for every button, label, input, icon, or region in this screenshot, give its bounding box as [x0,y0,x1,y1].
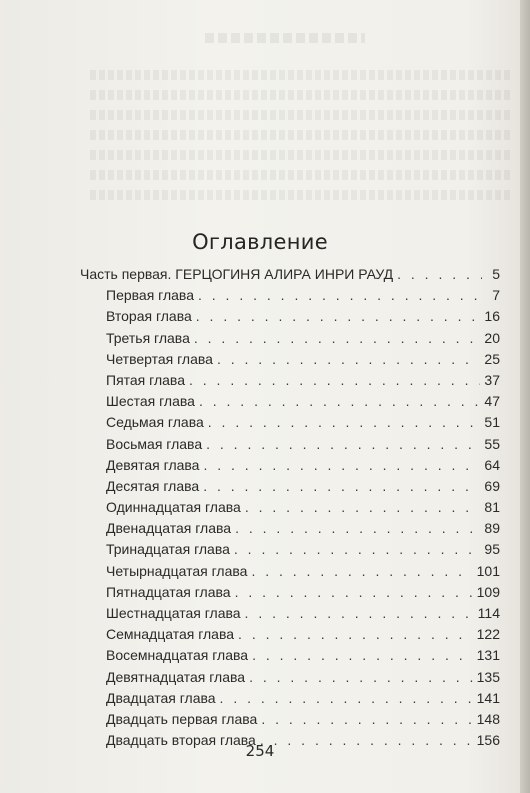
show-through-text [90,130,510,140]
toc-entry-label: Часть первая. ГЕРЦОГИНЯ АЛИРА ИНРИ РАУД [80,266,394,282]
toc-entry[interactable] [80,287,500,308]
toc-entry-label: Шестая глава [106,393,195,410]
toc-entry-page: 20 [484,329,500,346]
toc-entry[interactable] [80,436,500,457]
toc-entry[interactable] [80,330,500,351]
show-through-text [90,150,510,160]
toc-entry[interactable] [80,520,500,541]
dot-leader [203,457,480,473]
toc-entry[interactable] [80,690,500,711]
dot-leader [217,351,480,367]
toc-entry-page: 47 [484,393,500,410]
toc-entry-page: 148 [476,710,500,727]
toc-entry-label: Одиннадцатая глава [106,499,241,516]
page-edge [520,0,530,793]
toc-entry-page: 156 [476,732,500,749]
toc-entry-page: 7 [492,287,500,304]
table-of-contents [80,266,500,753]
show-through-header [205,33,365,43]
toc-entry-label: Седьмая глава [106,414,204,431]
toc-entry-page: 122 [476,626,500,643]
toc-entry[interactable] [80,647,500,668]
toc-entry-label: Третья глава [106,329,190,346]
dot-leader [235,584,473,600]
toc-entry-label: Четвертая глава [106,350,213,367]
toc-entry[interactable] [80,563,500,584]
toc-entry-part[interactable] [80,266,500,287]
toc-entry-page: 131 [476,647,500,664]
dot-leader [249,669,473,685]
toc-entry-label: Восьмая глава [106,435,203,452]
dot-leader [234,541,481,557]
dot-leader [238,626,473,642]
toc-entry[interactable] [80,626,500,647]
toc-entry-page: 69 [484,477,500,494]
toc-entry-label: Десятая глава [106,477,200,494]
toc-entry-page: 95 [484,541,500,558]
show-through-text [90,90,510,100]
toc-entry[interactable] [80,351,500,372]
dot-leader [196,308,481,324]
toc-entry-page: 141 [476,689,500,706]
toc-entry[interactable] [80,457,500,478]
dot-leader [235,520,480,536]
toc-entry-label: Шестнадцатая глава [106,605,241,621]
show-through-text [90,70,510,80]
dot-leader [261,711,472,727]
dot-leader [194,330,481,346]
page-number: 254 [245,742,275,760]
dot-leader [206,436,480,452]
toc-entry-label: Восемнадцатая глава [106,647,249,664]
toc-entry-label: Первая глава [106,287,194,304]
toc-entry-label: Семнадцатая глава [106,626,235,643]
toc-entry-page: 64 [484,456,500,473]
toc-entry[interactable] [80,414,500,435]
toc-entry-label: Девятнадцатая глава [106,668,246,685]
toc-entry-page: 16 [484,308,500,325]
dot-leader [397,266,482,282]
toc-entry-label: Пятая глава [106,371,185,388]
show-through-text [90,190,510,200]
toc-entry-label: Пятнадцатая глава [106,583,231,600]
toc-entry-label: Двадцатая глава [106,689,216,706]
toc-entry-label: Вторая глава [106,308,192,325]
toc-entry-label: Двадцать вторая глава [106,732,256,749]
toc-entry-label: Двадцать первая глава [106,710,258,727]
dot-leader [203,478,480,494]
toc-entry-label: Девятая глава [106,456,200,473]
toc-entry-label: Двенадцатая глава [106,520,232,537]
toc-entry[interactable] [80,605,500,626]
toc-entry[interactable] [80,541,500,562]
dot-leader [208,414,481,430]
toc-entry[interactable] [80,584,500,605]
toc-entry-label: Четырнадцатая глава [106,562,248,579]
dot-leader [252,647,473,663]
show-through-text [90,110,510,120]
toc-entry-page: 37 [484,371,500,388]
dot-leader [220,690,473,706]
toc-entry-page: 135 [476,668,500,685]
toc-entry[interactable] [80,308,500,329]
toc-entry[interactable] [80,711,500,732]
toc-entry[interactable] [80,669,500,690]
toc-entry-label: Тринадцатая глава [106,541,230,558]
dot-leader [245,499,481,515]
show-through-text [90,170,510,180]
toc-entry-page: 5 [492,266,500,282]
dot-leader [198,287,482,303]
dot-leader [189,372,480,388]
toc-entry-page: 81 [484,499,500,516]
toc-entry-page: 51 [484,414,500,431]
toc-entry-page: 55 [484,435,500,452]
toc-entry-page: 114 [477,605,500,621]
toc-entry[interactable] [80,499,500,520]
toc-heading: Оглавление [192,230,328,255]
dot-leader [251,563,472,579]
toc-entry[interactable] [80,478,500,499]
toc-entry[interactable] [80,393,500,414]
toc-entry-page: 109 [476,583,500,600]
toc-entry-page: 101 [476,562,500,579]
toc-entry-page: 25 [484,350,500,367]
toc-entry[interactable] [80,372,500,393]
toc-entry-page: 89 [484,520,500,537]
dot-leader [199,393,480,409]
dot-leader [245,605,474,621]
